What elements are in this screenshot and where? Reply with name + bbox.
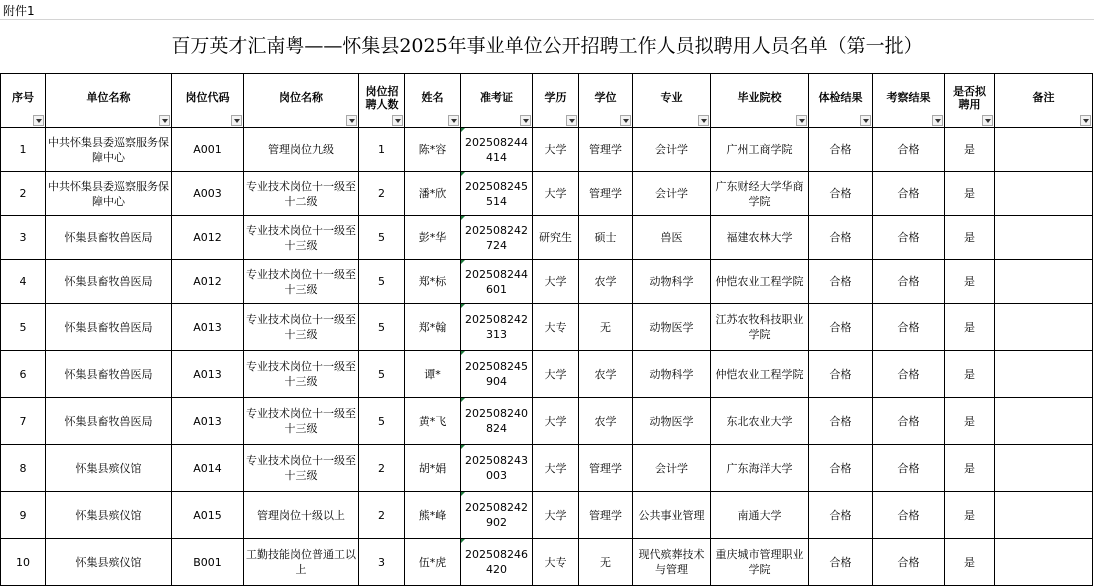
- name-cell[interactable]: 谭*: [405, 351, 461, 398]
- education-cell[interactable]: 大学: [533, 172, 579, 216]
- post-name-cell[interactable]: 专业技术岗位十一级至十三级: [244, 398, 359, 445]
- education-cell[interactable]: 大专: [533, 539, 579, 586]
- remarks-cell[interactable]: [995, 445, 1093, 492]
- table-row: [1, 304, 1093, 351]
- name-cell[interactable]: 郑*翰: [405, 304, 461, 351]
- header-cell[interactable]: 准考证: [461, 74, 533, 128]
- seq-cell[interactable]: 4: [1, 260, 46, 304]
- remarks-cell[interactable]: [995, 260, 1093, 304]
- remarks-cell[interactable]: [995, 172, 1093, 216]
- degree-cell[interactable]: 农学: [579, 398, 633, 445]
- seq-cell[interactable]: 5: [1, 304, 46, 351]
- post-name-cell[interactable]: 管理岗位十级以上: [244, 492, 359, 539]
- major-cell[interactable]: 兽医: [633, 216, 711, 260]
- education-cell[interactable]: 大学: [533, 351, 579, 398]
- exam-number-cell[interactable]: 202508245514: [461, 172, 533, 216]
- header-cell[interactable]: 岗位招聘人数: [359, 74, 405, 128]
- degree-cell[interactable]: 管理学: [579, 128, 633, 172]
- exam-number-cell[interactable]: 202508244414: [461, 128, 533, 172]
- table-row: [1, 128, 1093, 172]
- header-cell[interactable]: 毕业院校: [711, 74, 809, 128]
- document-title[interactable]: 百万英才汇南粤——怀集县2025年事业单位公开招聘工作人员拟聘用人员名单（第一批）: [171, 35, 923, 57]
- name-cell[interactable]: 伍*虎: [405, 539, 461, 586]
- header-cell[interactable]: 岗位名称: [244, 74, 359, 128]
- quota-cell[interactable]: 5: [359, 304, 405, 351]
- major-cell[interactable]: 现代殡葬技术与管理: [633, 539, 711, 586]
- hire-status-cell[interactable]: 是: [945, 492, 995, 539]
- exam-number-cell[interactable]: 202508242724: [461, 216, 533, 260]
- remarks-cell[interactable]: [995, 128, 1093, 172]
- table-row: [1, 216, 1093, 260]
- remarks-cell[interactable]: [995, 539, 1093, 586]
- exam-number-cell[interactable]: 202508240824: [461, 398, 533, 445]
- inspection-result-cell[interactable]: 合格: [873, 445, 945, 492]
- education-cell[interactable]: 大专: [533, 304, 579, 351]
- major-cell[interactable]: 会计学: [633, 172, 711, 216]
- table-row: [1, 351, 1093, 398]
- filter-dropdown-icon[interactable]: [346, 115, 357, 126]
- quota-cell[interactable]: 2: [359, 445, 405, 492]
- attachment-label[interactable]: 附件1: [3, 4, 35, 18]
- quota-cell[interactable]: 1: [359, 128, 405, 172]
- filter-dropdown-icon[interactable]: [698, 115, 709, 126]
- filter-dropdown-icon[interactable]: [159, 115, 170, 126]
- post-name-cell[interactable]: 专业技术岗位十一级至十三级: [244, 260, 359, 304]
- filter-dropdown-icon[interactable]: [566, 115, 577, 126]
- education-cell[interactable]: 大学: [533, 492, 579, 539]
- header-cell[interactable]: 专业: [633, 74, 711, 128]
- post-code-cell[interactable]: A012: [172, 216, 244, 260]
- inspection-result-cell[interactable]: 合格: [873, 492, 945, 539]
- inspection-result-cell[interactable]: 合格: [873, 304, 945, 351]
- name-cell[interactable]: 陈*容: [405, 128, 461, 172]
- name-cell[interactable]: 熊*峰: [405, 492, 461, 539]
- unit-cell[interactable]: 怀集县殡仪馆: [46, 539, 172, 586]
- post-code-cell[interactable]: A003: [172, 172, 244, 216]
- filter-dropdown-icon[interactable]: [33, 115, 44, 126]
- unit-cell[interactable]: 怀集县殡仪馆: [46, 492, 172, 539]
- filter-dropdown-icon[interactable]: [1080, 115, 1091, 126]
- degree-cell[interactable]: 无: [579, 539, 633, 586]
- inspection-result-cell[interactable]: 合格: [873, 216, 945, 260]
- seq-cell[interactable]: 8: [1, 445, 46, 492]
- post-code-cell[interactable]: A012: [172, 260, 244, 304]
- education-cell[interactable]: 研究生: [533, 216, 579, 260]
- remarks-cell[interactable]: [995, 351, 1093, 398]
- name-cell[interactable]: 黄*飞: [405, 398, 461, 445]
- header-cell[interactable]: 岗位代码: [172, 74, 244, 128]
- school-cell[interactable]: 重庆城市管理职业学院: [711, 539, 809, 586]
- exam-number-cell[interactable]: 202508243003: [461, 445, 533, 492]
- seq-cell[interactable]: 7: [1, 398, 46, 445]
- inspection-result-cell[interactable]: 合格: [873, 128, 945, 172]
- exam-number-cell[interactable]: 202508242902: [461, 492, 533, 539]
- quota-cell[interactable]: 5: [359, 216, 405, 260]
- school-cell[interactable]: 广东财经大学华商学院: [711, 172, 809, 216]
- unit-cell[interactable]: 怀集县畜牧兽医局: [46, 216, 172, 260]
- header-cell[interactable]: 序号: [1, 74, 46, 128]
- unit-cell[interactable]: 怀集县畜牧兽医局: [46, 304, 172, 351]
- quota-cell[interactable]: 5: [359, 398, 405, 445]
- filter-dropdown-icon[interactable]: [796, 115, 807, 126]
- name-cell[interactable]: 潘*欣: [405, 172, 461, 216]
- medical-result-cell[interactable]: 合格: [809, 492, 873, 539]
- post-name-cell[interactable]: 专业技术岗位十一级至十二级: [244, 172, 359, 216]
- header-cell[interactable]: 姓名: [405, 74, 461, 128]
- header-cell[interactable]: 学历: [533, 74, 579, 128]
- post-code-cell[interactable]: B001: [172, 539, 244, 586]
- filter-dropdown-icon[interactable]: [392, 115, 403, 126]
- seq-cell[interactable]: 10: [1, 539, 46, 586]
- name-cell[interactable]: 胡*娟: [405, 445, 461, 492]
- seq-cell[interactable]: 1: [1, 128, 46, 172]
- degree-cell[interactable]: 农学: [579, 351, 633, 398]
- exam-number-cell[interactable]: 202508246420: [461, 539, 533, 586]
- unit-cell[interactable]: 怀集县殡仪馆: [46, 445, 172, 492]
- hire-status-cell[interactable]: 是: [945, 128, 995, 172]
- degree-cell[interactable]: 无: [579, 304, 633, 351]
- filter-dropdown-icon[interactable]: [932, 115, 943, 126]
- post-code-cell[interactable]: A013: [172, 398, 244, 445]
- major-cell[interactable]: 动物科学: [633, 260, 711, 304]
- header-cell[interactable]: 考察结果: [873, 74, 945, 128]
- degree-cell[interactable]: 农学: [579, 260, 633, 304]
- degree-cell[interactable]: 管理学: [579, 445, 633, 492]
- education-cell[interactable]: 大学: [533, 398, 579, 445]
- seq-cell[interactable]: 2: [1, 172, 46, 216]
- hire-status-cell[interactable]: 是: [945, 172, 995, 216]
- post-code-cell[interactable]: A015: [172, 492, 244, 539]
- school-cell[interactable]: 江苏农牧科技职业学院: [711, 304, 809, 351]
- education-cell[interactable]: 大学: [533, 445, 579, 492]
- major-cell[interactable]: 会计学: [633, 445, 711, 492]
- post-name-cell[interactable]: 管理岗位九级: [244, 128, 359, 172]
- table-row: [1, 398, 1093, 445]
- header-cell[interactable]: 单位名称: [46, 74, 172, 128]
- post-name-cell[interactable]: 专业技术岗位十一级至十三级: [244, 445, 359, 492]
- seq-cell[interactable]: 9: [1, 492, 46, 539]
- unit-cell[interactable]: 怀集县畜牧兽医局: [46, 260, 172, 304]
- filter-dropdown-icon[interactable]: [620, 115, 631, 126]
- filter-dropdown-icon[interactable]: [448, 115, 459, 126]
- school-cell[interactable]: 南通大学: [711, 492, 809, 539]
- major-cell[interactable]: 公共事业管理: [633, 492, 711, 539]
- table-row: [1, 492, 1093, 539]
- post-code-cell[interactable]: A014: [172, 445, 244, 492]
- school-cell[interactable]: 福建农林大学: [711, 216, 809, 260]
- school-cell[interactable]: 广州工商学院: [711, 128, 809, 172]
- attachment-row: [0, 0, 1094, 20]
- remarks-cell[interactable]: [995, 398, 1093, 445]
- post-code-cell[interactable]: A013: [172, 304, 244, 351]
- unit-cell[interactable]: 中共怀集县委巡察服务保障中心: [46, 172, 172, 216]
- header-row: [1, 74, 1093, 128]
- school-cell[interactable]: 仲恺农业工程学院: [711, 260, 809, 304]
- inspection-result-cell[interactable]: 合格: [873, 398, 945, 445]
- post-name-cell[interactable]: 专业技术岗位十一级至十三级: [244, 351, 359, 398]
- quota-cell[interactable]: 2: [359, 492, 405, 539]
- seq-cell[interactable]: 3: [1, 216, 46, 260]
- medical-result-cell[interactable]: 合格: [809, 304, 873, 351]
- school-cell[interactable]: 东北农业大学: [711, 398, 809, 445]
- filter-dropdown-icon[interactable]: [520, 115, 531, 126]
- filter-dropdown-icon[interactable]: [231, 115, 242, 126]
- inspection-result-cell[interactable]: 合格: [873, 260, 945, 304]
- table-row: [1, 445, 1093, 492]
- degree-cell[interactable]: 硕士: [579, 216, 633, 260]
- header-cell[interactable]: 备注: [995, 74, 1093, 128]
- hire-status-cell[interactable]: 是: [945, 351, 995, 398]
- medical-result-cell[interactable]: 合格: [809, 172, 873, 216]
- inspection-result-cell[interactable]: 合格: [873, 172, 945, 216]
- post-name-cell[interactable]: 专业技术岗位十一级至十三级: [244, 216, 359, 260]
- candidate-table: [0, 73, 1093, 586]
- header-cell[interactable]: 是否拟聘用: [945, 74, 995, 128]
- header-cell[interactable]: 体检结果: [809, 74, 873, 128]
- school-cell[interactable]: 广东海洋大学: [711, 445, 809, 492]
- education-cell[interactable]: 大学: [533, 260, 579, 304]
- major-cell[interactable]: 动物科学: [633, 351, 711, 398]
- remarks-cell[interactable]: [995, 492, 1093, 539]
- filter-dropdown-icon[interactable]: [860, 115, 871, 126]
- major-cell[interactable]: 动物医学: [633, 304, 711, 351]
- name-cell[interactable]: 彭*华: [405, 216, 461, 260]
- remarks-cell[interactable]: [995, 304, 1093, 351]
- hire-status-cell[interactable]: 是: [945, 260, 995, 304]
- exam-number-cell[interactable]: 202508245904: [461, 351, 533, 398]
- degree-cell[interactable]: 管理学: [579, 492, 633, 539]
- hire-status-cell[interactable]: 是: [945, 304, 995, 351]
- degree-cell[interactable]: 管理学: [579, 172, 633, 216]
- quota-cell[interactable]: 3: [359, 539, 405, 586]
- quota-cell[interactable]: 5: [359, 351, 405, 398]
- table-row: [1, 539, 1093, 586]
- hire-status-cell[interactable]: 是: [945, 216, 995, 260]
- medical-result-cell[interactable]: 合格: [809, 351, 873, 398]
- school-cell[interactable]: 仲恺农业工程学院: [711, 351, 809, 398]
- post-code-cell[interactable]: A001: [172, 128, 244, 172]
- post-name-cell[interactable]: 专业技术岗位十一级至十三级: [244, 304, 359, 351]
- exam-number-cell[interactable]: 202508242313: [461, 304, 533, 351]
- inspection-result-cell[interactable]: 合格: [873, 539, 945, 586]
- filter-dropdown-icon[interactable]: [982, 115, 993, 126]
- unit-cell[interactable]: 怀集县畜牧兽医局: [46, 398, 172, 445]
- table-row: [1, 260, 1093, 304]
- unit-cell[interactable]: 怀集县畜牧兽医局: [46, 351, 172, 398]
- education-cell[interactable]: 大学: [533, 128, 579, 172]
- remarks-cell[interactable]: [995, 216, 1093, 260]
- medical-result-cell[interactable]: 合格: [809, 539, 873, 586]
- hire-status-cell[interactable]: 是: [945, 445, 995, 492]
- medical-result-cell[interactable]: 合格: [809, 398, 873, 445]
- unit-cell[interactable]: 中共怀集县委巡察服务保障中心: [46, 128, 172, 172]
- table-row: [1, 172, 1093, 216]
- hire-status-cell[interactable]: 是: [945, 398, 995, 445]
- seq-cell[interactable]: 6: [1, 351, 46, 398]
- post-name-cell[interactable]: 工勤技能岗位普通工以上: [244, 539, 359, 586]
- medical-result-cell[interactable]: 合格: [809, 216, 873, 260]
- inspection-result-cell[interactable]: 合格: [873, 351, 945, 398]
- header-cell[interactable]: 学位: [579, 74, 633, 128]
- exam-number-cell[interactable]: 202508244601: [461, 260, 533, 304]
- medical-result-cell[interactable]: 合格: [809, 128, 873, 172]
- medical-result-cell[interactable]: 合格: [809, 445, 873, 492]
- quota-cell[interactable]: 5: [359, 260, 405, 304]
- name-cell[interactable]: 郑*标: [405, 260, 461, 304]
- medical-result-cell[interactable]: 合格: [809, 260, 873, 304]
- hire-status-cell[interactable]: 是: [945, 539, 995, 586]
- post-code-cell[interactable]: A013: [172, 351, 244, 398]
- major-cell[interactable]: 会计学: [633, 128, 711, 172]
- major-cell[interactable]: 动物医学: [633, 398, 711, 445]
- quota-cell[interactable]: 2: [359, 172, 405, 216]
